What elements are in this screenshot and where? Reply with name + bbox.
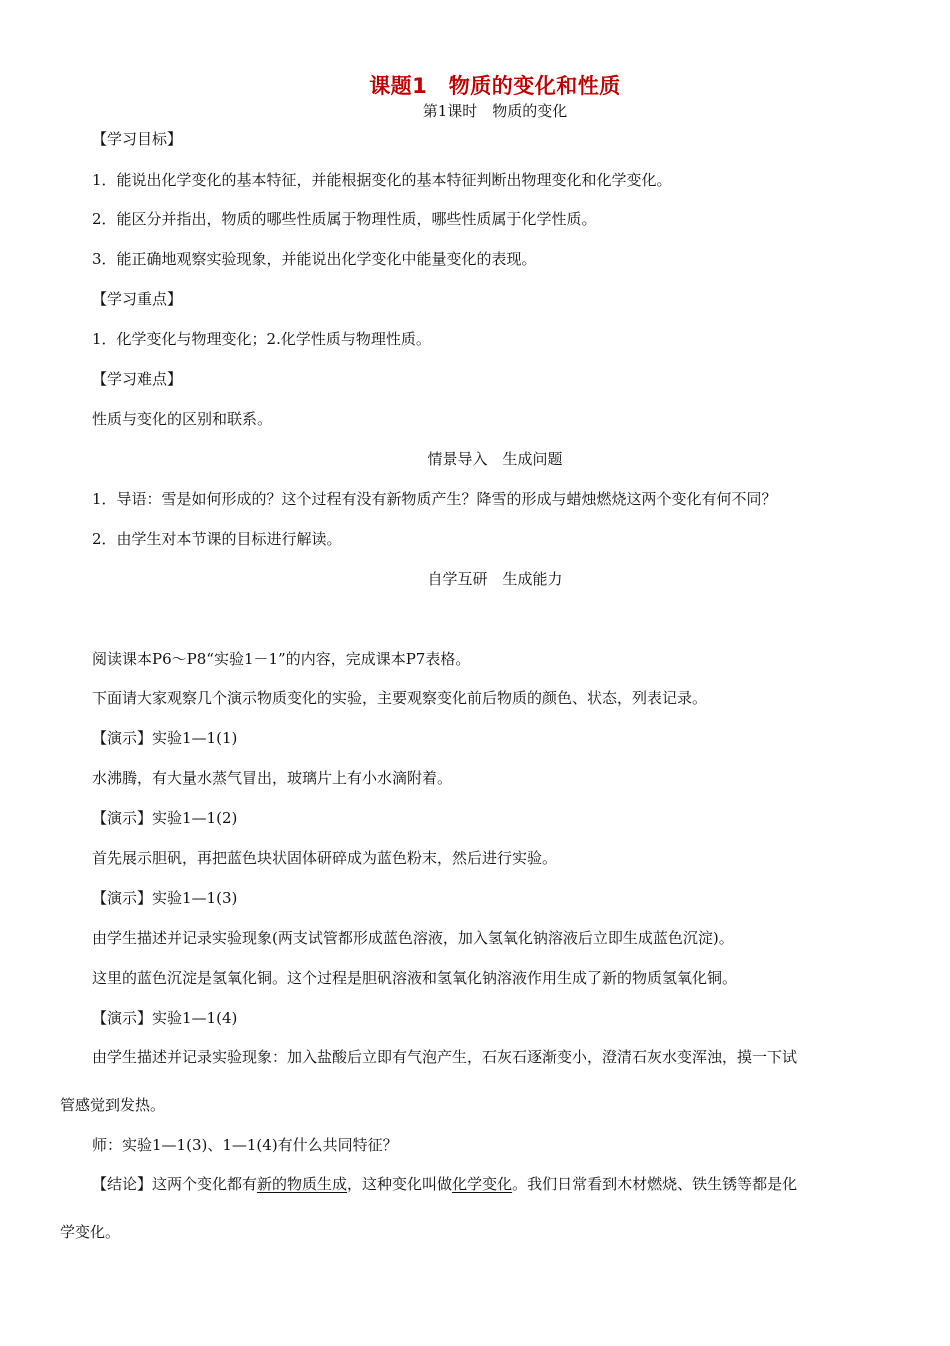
objective-item-3: 3．能正确地观察实验现象，并能说出化学变化中能量变化的表现。 — [92, 250, 537, 268]
intro-item-1: 1．导语：雪是如何形成的？这个过程有没有新物质产生？降雪的形成与蜡烛燃烧这两个变化有何不同？ — [92, 490, 777, 508]
demo-1-label: 【演示】实验1—1(1) — [92, 729, 238, 747]
demo-3-text-1: 由学生描述并记录实验现象(两支试管都形成蓝色溶液，加入氢氧化钠溶液后立即生成蓝色沉淀)。 — [92, 929, 734, 947]
objective-item-2: 2．能区分并指出，物质的哪些性质属于物理性质，哪些性质属于化学性质。 — [92, 210, 597, 228]
difficulties-text: 性质与变化的区别和联系。 — [92, 410, 273, 428]
demo-4-label: 【演示】实验1—1(4) — [92, 1009, 238, 1027]
teacher-question: 师：实验1—1(3)、1—1(4)有什么共同特征？ — [92, 1136, 398, 1154]
conclusion-underline-chemical-change: 化学变化 — [452, 1175, 513, 1193]
reading-instruction: 阅读课本P6～P8“实验1－1”的内容，完成课本P7表格。 — [92, 650, 471, 668]
demo-3-label: 【演示】实验1—1(3) — [92, 889, 238, 907]
page-title: 课题1 物质的变化和性质 — [369, 74, 621, 98]
key-points-text: 1．化学变化与物理变化；2.化学性质与物理性质。 — [92, 330, 431, 348]
difficulties-heading: 【学习难点】 — [92, 370, 183, 388]
conclusion-part-1: 这两个变化都有 — [152, 1175, 258, 1193]
demo-4-line-1: 由学生描述并记录实验现象：加入盐酸后立即有气泡产生，石灰石逐渐变小，澄清石灰水变浑浊，摸一下试 — [92, 1048, 798, 1066]
objective-item-1: 1．能说出化学变化的基本特征，并能根据变化的基本特征判断出物理变化和化学变化。 — [92, 171, 672, 189]
conclusion-part-3: 。我们日常看到木材燃烧、铁生锈等都是化 — [512, 1175, 798, 1193]
key-points-heading: 【学习重点】 — [92, 290, 183, 308]
objectives-heading: 【学习目标】 — [92, 130, 183, 148]
conclusion-part-2: ，这种变化叫做 — [347, 1175, 453, 1193]
observe-instruction: 下面请大家观察几个演示物质变化的实验，主要观察变化前后物质的颜色、状态，列表记录。 — [92, 689, 708, 707]
page-subtitle: 第1课时 物质的变化 — [422, 102, 568, 120]
conclusion-label: 【结论】 — [92, 1175, 153, 1193]
demo-3-text-2: 这里的蓝色沉淀是氢氧化铜。这个过程是胆矾溶液和氢氧化钠溶液作用生成了新的物质氢氧化铜。 — [92, 969, 738, 987]
demo-4-line-2: 管感觉到发热。 — [60, 1096, 166, 1114]
conclusion-underline-new-substance: 新的物质生成 — [257, 1175, 348, 1193]
demo-2-text: 首先展示胆矾，再把蓝色块状固体研碎成为蓝色粉末，然后进行实验。 — [92, 849, 558, 867]
conclusion-line-2: 学变化。 — [60, 1223, 121, 1241]
conclusion-line-1 — [92, 1174, 797, 1194]
demo-2-label: 【演示】实验1—1(2) — [92, 809, 238, 827]
self-study-heading: 自学互研 生成能力 — [427, 570, 563, 588]
demo-1-text: 水沸腾，有大量水蒸气冒出，玻璃片上有小水滴附着。 — [92, 769, 453, 787]
intro-heading: 情景导入 生成问题 — [427, 450, 563, 468]
intro-item-2: 2．由学生对本节课的目标进行解读。 — [92, 530, 342, 548]
